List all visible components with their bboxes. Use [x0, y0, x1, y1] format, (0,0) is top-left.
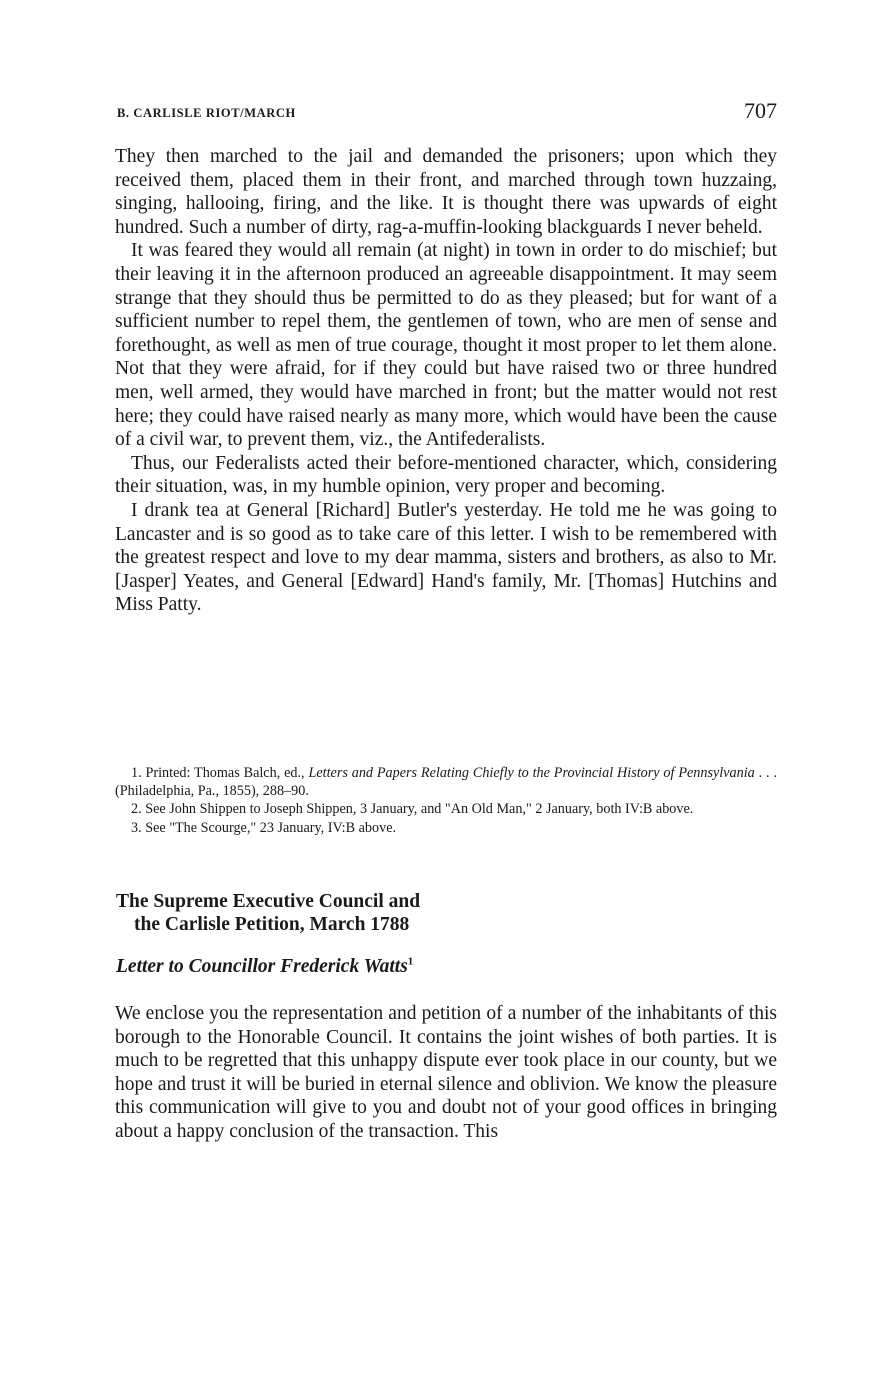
council-letter — [115, 1002, 777, 1144]
council-letter-paragraph: We enclose you the representation and petition of a number of the inhabitants of this borough to the Honorable Council. It contains the joint wishes of both parties. It is much to be regretted that this unhappy dispute ever took place in our county, but we hope and trust it will be buried in eternal silence and oblivion. We know the pleasure this communication will give to you and doubt not of your good offices in bringing about a happy conclusion of the transaction. This — [115, 1003, 777, 1142]
footnote-2: 2. See John Shippen to Joseph Shippen, 3 January, and "An Old Man," 2 January, both IV:B above. — [131, 801, 694, 817]
body-paragraph-1: They then marched to the jail and demanded the prisoners; upon which they received them, placed them in their front, and marched through town huzzaing, singing, hallooing, firing, and the like. It is thought there was upwards of eight hundred. Such a number of dirty, rag-a-muffin-looking blackguards I never beheld. — [115, 146, 777, 238]
document-subtitle — [116, 956, 413, 978]
footnote-1 — [115, 765, 777, 800]
subtitle-footnote-marker: 1 — [407, 955, 414, 968]
subtitle-text: Letter to Councillor Frederick Watts — [116, 956, 408, 977]
page-number: 707 — [744, 98, 777, 123]
footnotes — [115, 765, 777, 838]
body-paragraph-4: I drank tea at General [Richard] Butler's yesterday. He told me he was going to Lancaster and is so good as to take care of this letter. I wish to be remembered with the greatest respect and love to my dear mamma, sisters and brothers, as also to Mr. [Jasper] Yeates, and General [Edward] Hand's family, Mr. [Thomas] Hutchins and Miss Patty. — [115, 499, 777, 616]
section-title-line-2: the Carlisle Petition, March 1788 — [134, 914, 410, 935]
footnote-3: 3. See "The Scourge," 23 January, IV:B above. — [131, 819, 397, 836]
footnote-1-title: Letters and Papers Relating Chiefly to the Provincial History of Pennsylvania — [308, 765, 755, 781]
footnote-1-prefix: 1. Printed: Thomas Balch, ed., — [131, 765, 309, 781]
running-head: B. CARLISLE RIOT/MARCH — [117, 106, 296, 120]
page-header — [117, 98, 777, 128]
section-title-line-1: The Supreme Executive Council and — [116, 891, 421, 912]
body-paragraph-2: It was feared they would all remain (at night) in town in order to do mischief; but their leaving it in the afternoon produced an agreeable disappointment. It may seem strange that they should thus be permitted to do as they pleased; but for want of a sufficient number to repel them, the gentlemen of town, who are men of sense and forethought, as well as men of true courage, thought it most proper to let them alone. Not that they were afraid, for if they could but have raised two or three hundred men, well armed, they would have marched in front; but the matter would not rest here; they could have raised nearly as many more, which would have been the cause of a civil war, to prevent them, viz., the Antifederalists. — [115, 240, 777, 451]
letter-body — [115, 145, 777, 617]
body-paragraph-3: Thus, our Federalists acted their before-mentioned character, which, considering their situation, was, in my humble opinion, very proper and becoming. — [115, 452, 777, 498]
section-title — [116, 890, 616, 936]
footnote-1-suffix: . . . (Philadelphia, Pa., 1855), 288–90. — [115, 765, 777, 799]
